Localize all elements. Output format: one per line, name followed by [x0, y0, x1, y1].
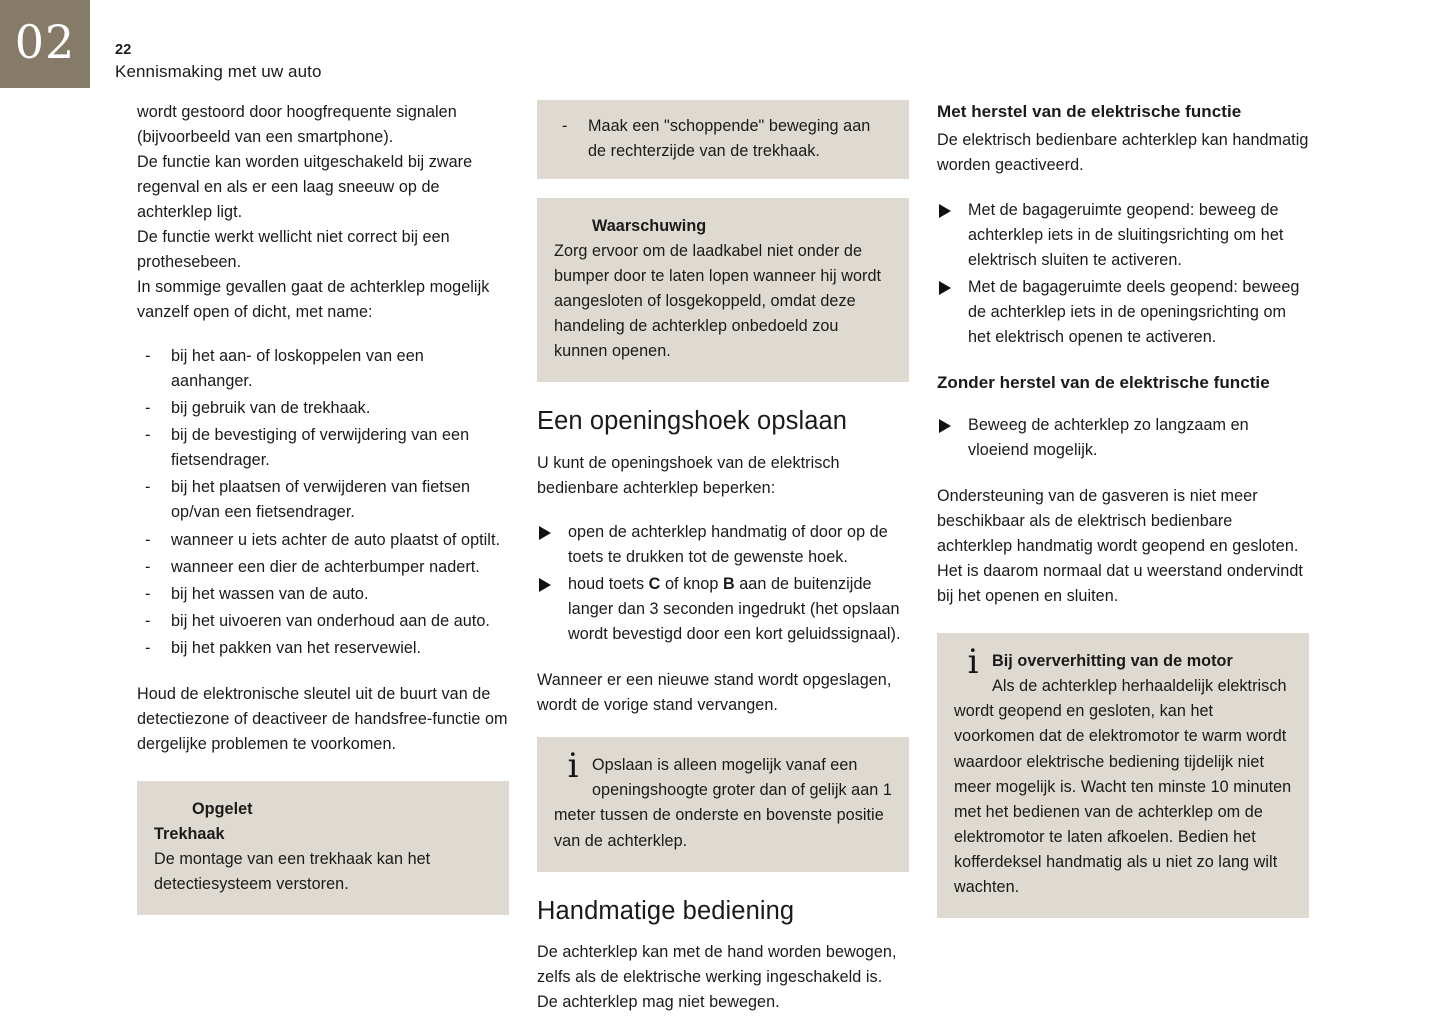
info-icon: i [567, 746, 579, 787]
text-mid: of knop [660, 575, 723, 594]
heading-openingshoek-opslaan: Een openingshoek opslaan [537, 407, 848, 436]
column-3 [937, 100, 1309, 918]
paragraph: De achterklep kan met de hand worden bewogen, zelfs als de elektrische werking ingeschakeld is. [537, 943, 897, 987]
text-pre: houd toets [568, 575, 649, 594]
triangle-bullet-icon [939, 281, 951, 295]
info-icon: i [967, 642, 979, 683]
list-item: - Maak een "schoppende" beweging aan de rechterzijde van de trekhaak. [554, 114, 892, 164]
callout-title: Waarschuwing [592, 217, 707, 236]
list-item-label: Met de bagageruimte geopend: beweeg de achterklep iets in de sluitingsrichting om het elektrisch sluiten te activeren. [968, 200, 1284, 269]
list-item [937, 275, 1309, 350]
paragraph: Houd de elektronische sleutel uit de buurt van de detectiezone of deactiveer de handsfree-functie om dergelijke problemen te voorkomen. [137, 684, 508, 753]
chapter-tab [0, 0, 90, 88]
callout-title: Bij oververhitting van de motor [992, 652, 1233, 671]
list-item: - bij het aan- of loskoppelen van een aanhanger. [137, 344, 509, 394]
text-post: aan de buitenzijde langer dan 3 seconden ingedrukt (het opslaan wordt bevestigd door een kort geluidssignaal). [568, 575, 901, 644]
list-item: - wanneer u iets achter de auto plaatst of optilt. [137, 528, 509, 553]
column-1 [137, 100, 509, 915]
page-number: 22 [115, 42, 132, 58]
dash-list [554, 114, 892, 164]
callout-title-line1: Opgelet [192, 799, 253, 818]
subheading-met-herstel: Met herstel van de elektrische functie [937, 102, 1242, 121]
list-item: - bij het pakken van het reservewiel. [137, 636, 509, 661]
list-item-label: open de achterklep handmatig of door op de toets te drukken tot de gewenste hoek. [568, 523, 888, 567]
paragraph: Ondersteuning van de gasveren is niet meer beschikbaar als de elektrisch bedienbare achterklep handmatig wordt geopend en gesloten. Het is daarom normaal dat u weerstand ondervindt bij het openen en sluiten. [937, 487, 1303, 606]
list-item-label: Beweeg de achterklep zo langzaam en vloeiend mogelijk. [968, 416, 1249, 460]
column-2 [537, 100, 909, 1016]
callout-text: Opslaan is alleen mogelijk vanaf een openingshoogte groter dan of gelijk aan 1 meter tussen de onderste en bovenste positie van de achterklep. [554, 756, 892, 850]
callout-opgelet [137, 781, 509, 915]
warning-icon [154, 797, 192, 813]
key-label-b: B [722, 575, 735, 594]
chapter-number: 02 [14, 15, 76, 69]
paragraph: U kunt de openingshoek van de elektrisch bedienbare achterklep beperken: [537, 454, 840, 498]
callout-info-opslaan [537, 737, 909, 871]
paragraph: De functie kan worden uitgeschakeld bij zware regenval en als er een laag sneeuw op de achterklep ligt. [137, 153, 473, 222]
list-item [537, 572, 909, 647]
warning-icon [554, 214, 592, 230]
callout-continued-bullet [537, 100, 909, 179]
subheading-zonder-herstel: Zonder herstel van de elektrische functie [937, 372, 1270, 392]
callout-title-line2: Trekhaak [154, 824, 225, 843]
list-item: - bij het uivoeren van onderhoud aan de auto. [137, 609, 509, 634]
arrow-list [937, 413, 1309, 463]
triangle-bullet-icon [539, 578, 551, 592]
callout-text: De montage van een trekhaak kan het detectiesysteem verstoren. [154, 849, 431, 893]
dash-list [137, 344, 509, 660]
paragraph: In sommige gevallen gaat de achterklep mogelijk vanzelf open of dicht, met name: [137, 278, 490, 322]
arrow-list [537, 520, 909, 647]
key-label-c: C [648, 575, 661, 594]
list-item-label: Met de bagageruimte deels geopend: beweeg de achterklep iets in de openingsrichting om het elektrisch openen te activeren. [968, 277, 1300, 346]
triangle-bullet-icon [539, 526, 551, 540]
triangle-bullet-icon [939, 204, 951, 218]
section-title: Kennismaking met uw auto [115, 62, 322, 82]
list-item: - bij het wassen van de auto. [137, 582, 509, 607]
paragraph: De elektrisch bedienbare achterklep kan handmatig worden geactiveerd. [937, 131, 1309, 175]
list-item: - bij de bevestiging of verwijdering van een fietsendrager. [137, 423, 509, 473]
list-item [937, 198, 1309, 273]
page-header [115, 41, 322, 84]
list-item [537, 520, 909, 570]
callout-waarschuwing [537, 198, 909, 382]
callout-text: Als de achterklep herhaaldelijk elektrisch wordt geopend en gesloten, kan het voorkomen dat de elektromotor te warm wordt waardoor elektrische bediening tijdelijk niet meer mogelijk is. Wacht ten minste 10 minuten met het bedienen van de achterklep om de elektromotor te laten afkoelen. Bedien het kofferdeksel handmatig als u niet zo lang wilt wachten. [954, 677, 1292, 896]
paragraph: wordt gestoord door hoogfrequente signalen (bijvoorbeeld van een smartphone). [137, 103, 457, 147]
paragraph: De functie werkt wellicht niet correct bij een prothesebeen. [137, 228, 450, 272]
list-item: - bij gebruik van de trekhaak. [137, 396, 509, 421]
heading-handmatige-bediening: Handmatige bediening [537, 896, 795, 925]
list-item-label [568, 575, 901, 643]
list-item [937, 413, 1309, 463]
arrow-list [937, 198, 1309, 350]
paragraph: De achterklep mag niet bewegen. [537, 993, 780, 1012]
callout-info-oververhitting [937, 633, 1309, 917]
list-item: - bij het plaatsen of verwijderen van fietsen op/van een fietsendrager. [137, 475, 509, 525]
callout-text: Zorg ervoor om de laadkabel niet onder de bumper door te laten lopen wanneer hij wordt aangesloten of losgekoppeld, omdat deze handeling de achterklep onbedoeld zou kunnen openen. [554, 242, 882, 361]
triangle-bullet-icon [939, 419, 951, 433]
list-item: - wanneer een dier de achterbumper nadert. [137, 555, 509, 580]
paragraph: Wanneer er een nieuwe stand wordt opgeslagen, wordt de vorige stand vervangen. [537, 671, 892, 715]
